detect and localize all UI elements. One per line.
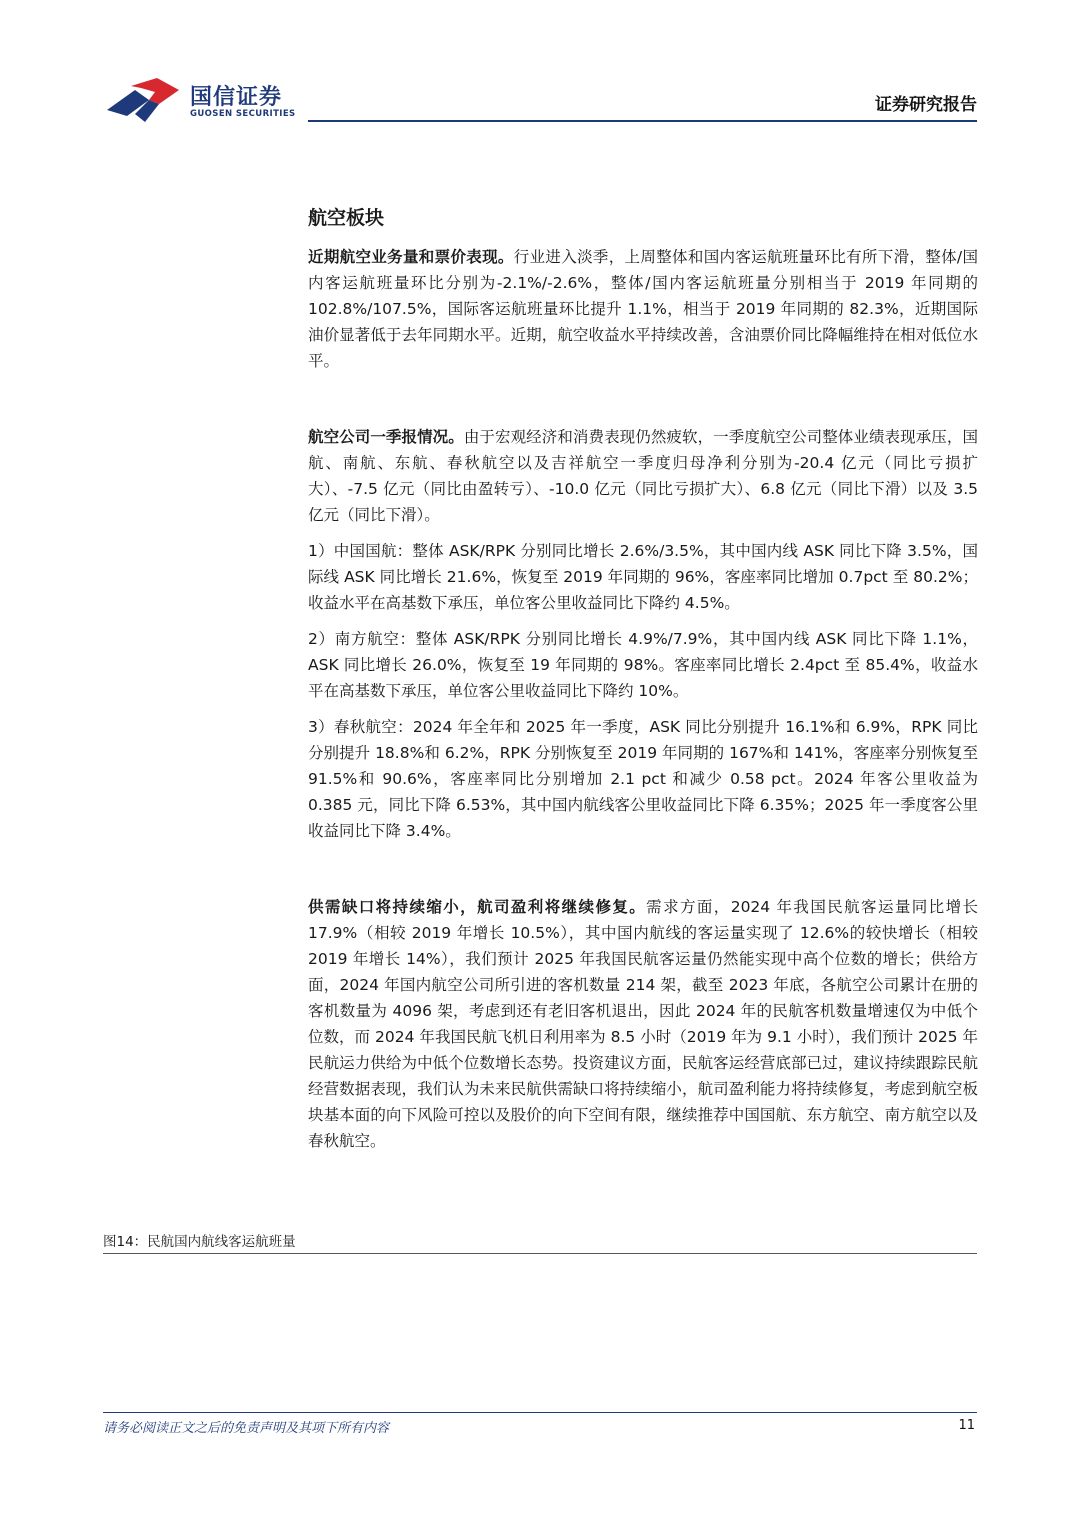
paragraph-lead: 航空公司一季报情况。 [308,428,464,446]
paragraph-lead: 近期航空业务量和票价表现。 [308,248,514,266]
figure-divider [103,1253,977,1254]
paragraph-text: 需求方面，2024 年我国民航客运量同比增长 17.9%（相较 2019 年增长 10.5%），其中国内航线的客运量实现了 12.6%的较快增长（相较 2019 年增长 14%），我们预计 2025 年我国民航客运量仍然能实现中高个位数的增长；供给方面，2024 年国内航空公司所引进的客机数量 214 架，截至 2023 年底，各航空公司累计在册的客机数量为 4096 架，考虑到还有老旧客机退出，因此 2024 年的民航客机数量增速仅为中低个位数，而 2024 年我国民航飞机日利用率为 8.5 小时（2019 年为 9.1 小时），我们预计 2025 年民航运力供给为中低个位数增长态势。投资建议方面，民航客运经营底部已过，建议持续跟踪民航经营数据表现，我们认为未来民航供需缺口将持续缩小，航司盈利能力将持续修复，考虑到航空板块基本面的向下风险可控以及股价的向下空间有限，继续推荐中国国航、东方航空、南方航空以及春秋航空。 [308,898,978,1150]
paragraph-china-southern [308,626,978,704]
figure-caption: 图14：民航国内航线客运航班量 [103,1234,296,1250]
paragraph-traffic-and-fares [308,244,978,374]
header-divider [308,120,977,122]
section-title: 航空板块 [308,207,385,229]
footer-divider [103,1412,977,1413]
paragraph-text: 由于宏观经济和消费表现仍然疲软，一季度航空公司整体业绩表现承压，国航、南航、东航、春秋航空以及吉祥航空一季度归母净利分别为-20.4 亿元（同比亏损扩大）、-7.5 亿元（同比由盈转亏）、-10.0 亿元（同比亏损扩大）、6.8 亿元（同比下滑）以及 3.5 亿元（同比下滑）。 [308,428,978,524]
paragraph-air-china [308,538,978,616]
guosen-logo-icon [105,76,185,124]
paragraph-lead: 供需缺口将持续缩小，航司盈利将继续修复。 [308,898,647,916]
paragraph-supply-demand [308,894,978,1154]
report-type-label: 证券研究报告 [875,95,977,115]
paragraph-text: 3）春秋航空：2024 年全年和 2025 年一季度，ASK 同比分别提升 16.1%和 6.9%，RPK 同比分别提升 18.8%和 6.2%，RPK 分别恢复至 2019 年同期的 167%和 141%，客座率分别恢复至 91.5%和 90.6%，客座率同比分别增加 2.1 pct 和减少 0.58 pct。2024 年客公里收益为 0.385 元，同比下降 6.53%，其中国内航线客公里收益同比下降 6.35%；2025 年一季度客公里收益同比下降 3.4%。 [308,718,978,840]
paragraph-text: 1）中国国航：整体 ASK/RPK 分别同比增长 2.6%/3.5%，其中国内线 ASK 同比下降 3.5%，国际线 ASK 同比增长 21.6%，恢复至 2019 年同期的 96%，客座率同比增加 0.7pct 至 80.2%；收益水平在高基数下承压，单位客公里收益同比下降约 4.5%。 [308,542,978,612]
paragraph-q1-results [308,424,978,528]
logo-english-name: GUOSEN SECURITIES [190,109,296,119]
logo-chinese-name: 国信证券 [190,85,283,110]
paragraph-spring-airlines [308,714,978,844]
company-logo [105,76,305,124]
paragraph-text: 2）南方航空：整体 ASK/RPK 分别同比增长 4.9%/7.9%，其中国内线 ASK 同比下降 1.1%，ASK 同比增长 26.0%，恢复至 19 年同期的 98%。客座率同比增长 2.4pct 至 85.4%，收益水平在高基数下承压，单位客公里收益同比下降约 10%。 [308,630,978,700]
footer-disclaimer: 请务必阅读正文之后的免责声明及其项下所有内容 [103,1421,390,1436]
paragraph-text: 行业进入淡季，上周整体和国内客运航班量环比有所下滑，整体/国内客运航班量环比分别为-2.1%/-2.6%，整体/国内客运航班量分别相当于 2019 年同期的 102.8%/107.5%，国际客运航班量环比提升 1.1%，相当于 2019 年同期的 82.3%，近期国际油价显著低于去年同期水平。近期，航空收益水平持续改善，含油票价同比降幅维持在相对低位水平。 [308,248,978,370]
main-content [308,200,978,1154]
page-number: 11 [958,1418,975,1433]
